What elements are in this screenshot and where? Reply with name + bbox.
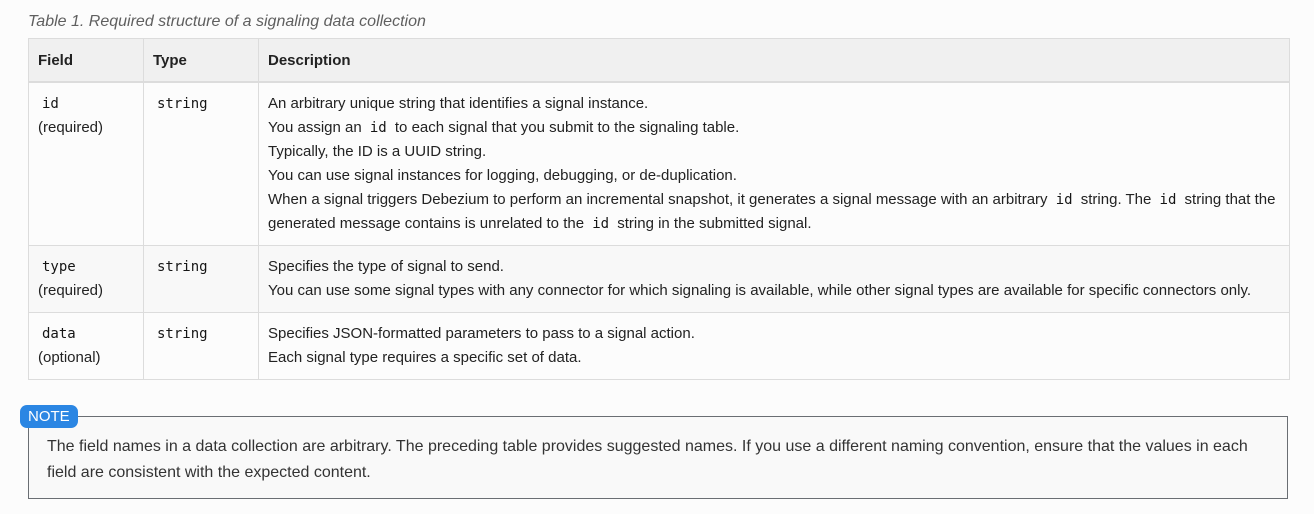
text-segment: string. The <box>1076 191 1156 208</box>
table-row <box>29 246 1290 313</box>
field-cell <box>29 313 144 380</box>
description-line: Each signal type requires a specific set of data. <box>268 349 582 366</box>
description-cell <box>259 313 1290 380</box>
inline-code: id <box>1159 192 1177 208</box>
description-line: Specifies the type of signal to send. <box>268 258 504 275</box>
field-qualifier: (required) <box>38 119 104 136</box>
field-type: string <box>157 96 208 112</box>
type-cell <box>144 246 259 313</box>
signal-structure-table <box>28 38 1290 380</box>
note-text: The field names in a data collection are arbitrary. The preceding table provides suggested names. If you use a different naming convention, ensure that the values in each field are consistent with the expected content. <box>47 438 1248 481</box>
inline-code: id <box>369 120 387 136</box>
description-line: Typically, the ID is a UUID string. <box>268 143 487 160</box>
text-segment: to each signal that you submit to the signaling table. <box>390 119 740 136</box>
field-name: data <box>42 326 76 342</box>
inline-code: id <box>592 216 610 232</box>
text-segment: string in the submitted signal. <box>613 215 812 232</box>
table-row <box>29 82 1290 246</box>
description-cell <box>259 82 1290 246</box>
description-line <box>268 116 1280 140</box>
type-cell <box>144 82 259 246</box>
text-segment: You assign an <box>268 119 366 136</box>
header-type: Type <box>144 39 259 83</box>
description-line: An arbitrary unique string that identifies a signal instance. <box>268 95 649 112</box>
note-admonition <box>28 416 1288 499</box>
field-qualifier: (optional) <box>38 349 101 366</box>
header-field: Field <box>29 39 144 83</box>
description-line <box>268 188 1280 236</box>
description-line: You can use some signal types with any connector for which signaling is available, while other signal types are available for specific connectors only. <box>268 282 1252 299</box>
text-segment: When a signal triggers Debezium to perform an incremental snapshot, it generates a signal message with an arbitrary <box>268 191 1052 208</box>
inline-code: id <box>1055 192 1073 208</box>
type-cell <box>144 313 259 380</box>
table-caption: Table 1. Required structure of a signaling data collection <box>28 13 426 30</box>
description-line: Specifies JSON-formatted parameters to pass to a signal action. <box>268 325 695 342</box>
field-cell <box>29 246 144 313</box>
description-cell <box>259 246 1290 313</box>
field-type: string <box>157 326 208 342</box>
field-cell <box>29 82 144 246</box>
text-segment: string that the generated message contains is unrelated to the <box>268 191 1276 232</box>
field-qualifier: (required) <box>38 282 104 299</box>
description-line: You can use signal instances for logging, debugging, or de-duplication. <box>268 167 737 184</box>
field-type: string <box>157 259 208 275</box>
note-badge: NOTE <box>20 405 78 428</box>
header-description: Description <box>259 39 1290 83</box>
table-row <box>29 313 1290 380</box>
table-header-row <box>29 39 1290 83</box>
field-name: type <box>42 259 76 275</box>
field-name: id <box>42 96 59 112</box>
